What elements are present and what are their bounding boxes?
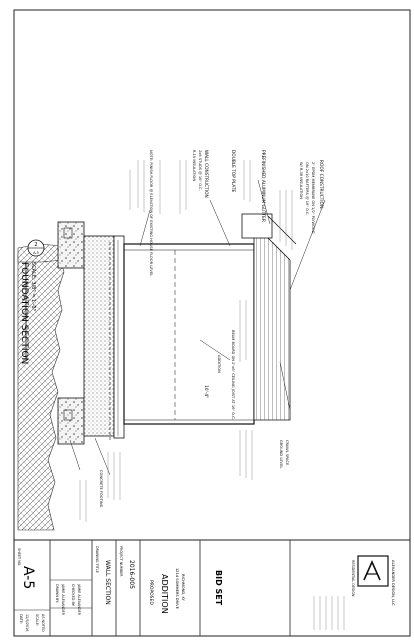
callout-addition: ADDITION <box>217 355 221 373</box>
sheet-no-label: SHEET NO. <box>17 548 21 567</box>
project-proposed: PROPOSED <box>148 580 153 605</box>
callout-roof-detail-3: W/ R-38 INSULATION <box>299 162 303 199</box>
callout-gutter: PREFINISHED ALUMINUM GUTTER <box>260 150 265 222</box>
exterior-siding <box>254 236 290 420</box>
date-value: 12/5/2016 <box>25 614 29 632</box>
footing-top <box>58 222 84 268</box>
company-contact-lines <box>314 596 344 630</box>
bid-set-stamp: BID SET <box>214 570 223 606</box>
project-address: 1214 SOMMERS DRIVE <box>175 568 179 609</box>
company-subtitle: RESIDENTIAL DESIGN <box>351 560 355 597</box>
footing-bottom <box>58 398 84 444</box>
sheet-number: A-5 <box>20 566 36 590</box>
callout-beam-board: BEAM BOARD ON 2"x6" CEILING JOIST AT 16" O.C. <box>231 330 235 420</box>
title-block-dividers <box>50 540 290 636</box>
floor-band <box>114 236 124 438</box>
dimension-height: 10'-4" <box>203 385 208 399</box>
callout-crawl-space: CRAWL SPACE <box>285 440 289 466</box>
callout-roof: ROOF CONSTRUCTION: <box>318 160 323 210</box>
foundation-wall <box>84 236 114 436</box>
section-title: FOUNDATION SECTION <box>19 262 29 365</box>
scale-label: SCALE: <box>35 614 39 627</box>
company-logo <box>358 556 388 586</box>
callout-ground-level: GROUND LEVEL <box>279 440 283 469</box>
callout-roof-detail-1: 2" EPDM MEMBRANE ON 1/2" PLYWOOD <box>311 162 315 234</box>
callout-top-plate: DOUBLE TOP PLATE <box>230 150 235 193</box>
callout-studs: 2x6 STUDS @ 16" O.C. <box>198 150 202 191</box>
foundation-section-drawing <box>18 150 325 530</box>
drawing-title: WALL SECTION <box>104 560 111 605</box>
callout-roof-detail-2: ON 2x10 RAFTERS @ 16" O.C. <box>305 162 309 216</box>
drawn-by-label: DRAWN BY: <box>55 584 59 603</box>
checked-by-label: CHECKED BY: <box>71 584 75 607</box>
date-label: DATE: <box>19 614 23 624</box>
callout-insulation: R-19 INSULATION <box>192 150 196 182</box>
scale-value: AS NOTED <box>41 614 45 632</box>
project-no-label: PROJECT NUMBER <box>119 546 123 577</box>
roof-gutter <box>242 214 272 238</box>
title-block <box>14 540 395 636</box>
section-scale: SCALE: 3/8" = 1'-0" <box>30 262 36 311</box>
company-name: ALEXANDER DESIGN, LLC <box>391 560 395 606</box>
callout-footing: CONCRETE FOOTING <box>99 470 103 508</box>
project-number: 2016-005 <box>128 560 135 589</box>
project-address-2: RICHMOND, KY <box>181 574 185 601</box>
checked-by-value: JAMIE ALEXANDER <box>77 584 81 616</box>
drawn-by-value: JAMIE ALEXANDER <box>61 584 65 616</box>
callout-note-finish-floor: NOTE: FINISH FLOOR @ ELEVATION OF EXISTING HOUSE FLOOR LEVEL <box>149 150 153 277</box>
project-name: ADDITION <box>160 574 169 614</box>
callout-wall-construction: WALL CONSTRUCTION <box>203 150 208 198</box>
section-bubble-sheet: A-5 <box>33 251 39 255</box>
section-bubble-number: 2 <box>34 242 38 248</box>
drawing-title-label: DRAWING TITLE <box>95 546 99 573</box>
